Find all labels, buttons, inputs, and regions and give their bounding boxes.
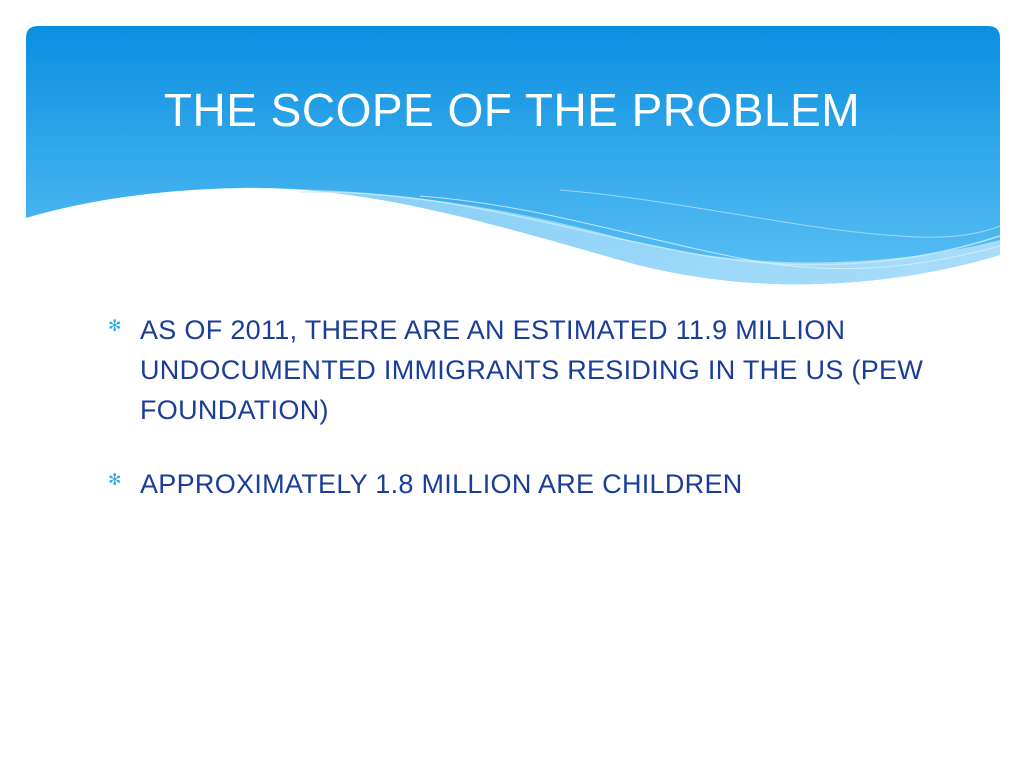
bullet-item [108,464,928,504]
header-band [0,0,1024,300]
asterisk-bullet-icon: ✻ [108,470,122,489]
header-wave-graphic [0,0,1024,300]
asterisk-bullet-icon: ✻ [108,316,122,335]
slide-title: THE SCOPE OF THE PROBLEM [163,84,861,136]
bullet-list [108,310,928,538]
bullet-text: AS OF 2011, THERE ARE AN ESTIMATED 11.9 MILLION UNDOCUMENTED IMMIGRANTS RESIDING IN THE US (PEW FOUNDATION) [140,315,924,425]
bullet-item [108,310,928,430]
bullet-text: APPROXIMATELY 1.8 MILLION ARE CHILDREN [140,469,743,499]
